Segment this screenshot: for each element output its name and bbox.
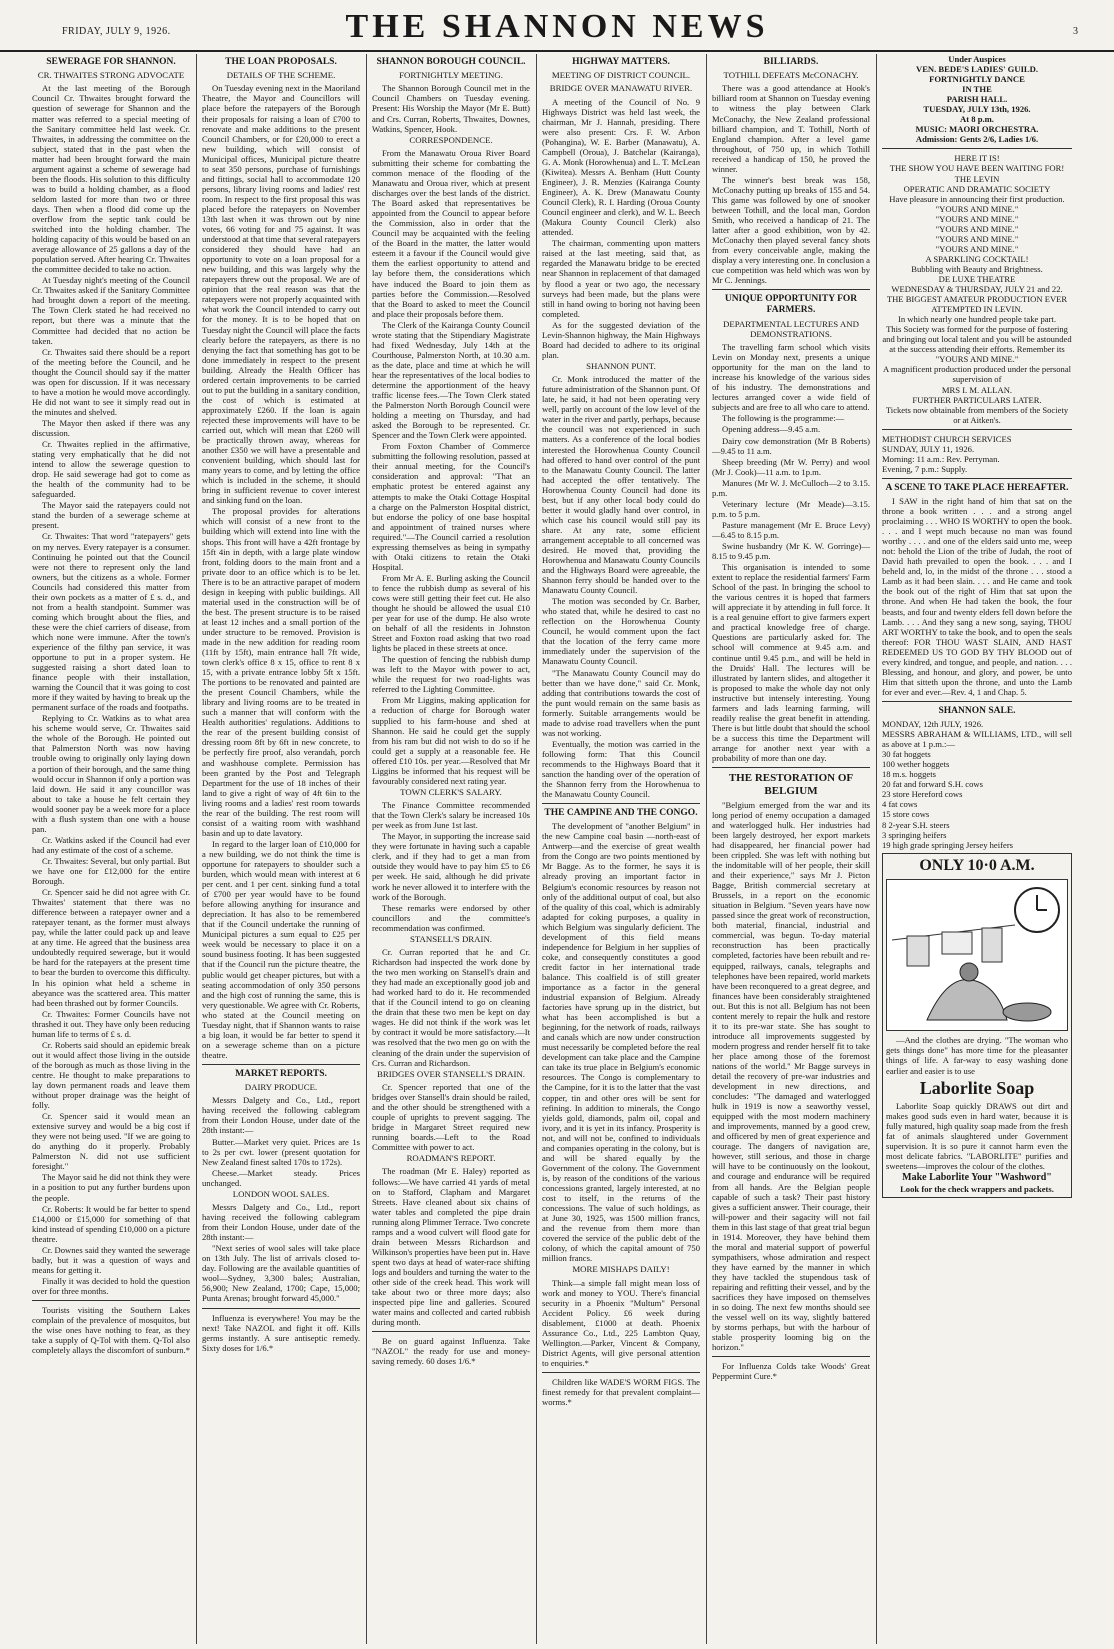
wool-body — [202, 1202, 360, 1303]
paragraph: "Next series of wool sales will take place on 13th July. The list of arrivals closed to-day. Following are the available quantities of wool—Sydney, 3,300 bales; Australian, 56,900; New Zealand, 1700; Cape, 15,000; Punta Arenas; brought forward 45,000." — [202, 1243, 360, 1304]
advert-line: A magnificent production produced under the personal supervision of — [882, 364, 1072, 385]
brand-name: Laborlite Soap — [919, 1077, 1035, 1098]
paragraph: As for the suggested deviation of the Levin-Shannon highway, the Main Highways Board had decided to adhere to its original plan. — [542, 319, 700, 360]
paragraph: This organisation is intended to some extent to replace the residential farmers' Farm School of the past. In bringing the school to the various centres it is hoped that farmers will appreciate it by attending in full force. It is a real genuine effort to give farmers expert and practical knowledge free of charge. Questions are particularly asked for. The school will commence at 9.45 a.m. and continue until 9.45 p.m., and will be held in the Druids' Hall. The lectures will be illustrated by lantern slides, and altogether it is proposed to make the whole day not only instructive but intensely interesting. Young farmers and lads learning farming, will readily realise the great benefit in attending. There is but little doubt that should the school be a success this time the Department will arrange for another next year with a probability of more than one day. — [712, 562, 870, 763]
paragraph: Pasture management (Mr E. Bruce Levy)—6.45 to 8.15 p.m. — [712, 519, 870, 540]
advert-note: Influenza is everywhere! You may be the next! Take NAZOL and fight it off. Kills germs instantly. A sure antiseptic remedy. Sixty doses for 1/6.* — [202, 1312, 360, 1353]
paragraph: The proposal provides for alterations which will consist of a new front to the building which will extend into line with the shops. This front will have a 42ft frontage by 15ft 4in in depth, with a large plate window front, folding doors to the main front and a private door to an office which is to be let. There is to be an attractive parapet of modern design in keeping with public buildings. All material used in the construction will be of the best. The present structure is to be raised at least 12 inches and a small portion of the under structure to be removed. Provision is made in the new addition for reading room (11ft by 15ft), main entrance hall 7ft wide, town clerk's office 8 x 15, office to rent 8 x 15, with a private entrance lobby 5ft x 15ft. The portions to be renovated and painted are the present Council Chambers, while the library and living rooms are to be treated in such a manner that will conform with the Health authorities' regulations. Additions to the rear of the present building consist of dressing room 8ft by 6ft in new concrete, to be perfectly fire proof, also verandah, porch and washhouse complete. Permission has been granted by the Post and Telegraph Department for the use of 18 inches of their land to give a right of way of 4ft 6in to the living rooms and a ladies' rest room towards the rear of the building. The rest room will consist of a waiting room with washhand basin and up to date lavatory. — [202, 506, 360, 838]
sale-heading: SHANNON SALE. — [938, 705, 1016, 716]
column-4 — [542, 54, 700, 1644]
advert-line: Under Auspices — [948, 54, 1006, 64]
section-heading: STANSELL'S DRAIN. — [409, 933, 492, 944]
divider — [542, 1372, 700, 1373]
advert-line: "YOURS AND MINE." — [935, 243, 1019, 254]
divider — [882, 701, 1072, 702]
advert-note: Children like WADE'S WORM FIGS. The finest remedy for that prevalent complaint—worms.* — [542, 1377, 700, 1408]
divider — [882, 478, 1072, 479]
scene-text: I SAW in the right hand of him that sat on the throne a book written . . . and a strong angel proclaiming . . . WHO IS WORTHY to open the book. . . . and I wept much because no man was found worthy . . . . and one of the elders said unto me, weep not: behold the Lion of the tribe of Judah, the root of David hath prevailed to open the book. . . . and I beheld and, lo, in the midst of the throne . . . stood a Lamb as it had been slain. . . . and He came and took the book out of the right of Him that sat upon the throne. And when He had taken the book, the four beasts, and four and twenty elders fell down before the Lamb. . . . And they sang a new song, saying, THOU ART WORTHY to take the book, and to open the seals thereof: FOR THOU WAST SLAIN, AND HAST REDEEMED US TO GOD BY THY BLOOD out of every kindred, and tongue, and people, and nation. . . . Blessing, and honour, and glory, and power, be unto Him that sitteth upon the throne, and unto the Lamb for ever and ever.—Rev. 4, 1 and Chap. 5. — [882, 495, 1072, 697]
paragraph: The question of fencing the rubbish dump was left to the Mayor with power to act, while the request for two road-lights was referred to the Lighting Committee. — [372, 654, 530, 695]
paragraph: On Tuesday evening next in the Maoriland Theatre, the Mayor and Councillors will place before the ratepayers of the Borough their proposals for raising a loan of £700 to renovate and make additions to the present Council Chambers, or for £20,000 to erect a new building, which will consist of Municipal offices, Municipal picture theatre to seat 350 persons, purchase of furnishings and fittings, social hall to accommodate 120 persons, library living rooms and ladies' rest room. In respect to the first proposal this was placed before the ratepayers on November 13th last when it was thrown out by nine votes, 66 voting for and 75 against. It was understood at that time that several ratepayers considered they should have had an opportunity to vote on a loan proposal for a new building, and this was largely why the ratepayers threw out the proposal. We are of opinion that the real reason was that the ratepayers were not properly acquainted with what work the Council intended to carry out for the money. It is to be hoped that on Tuesday night the Council will place the facts clearly before the ratepayers, as there is no denying the fact that something has got to be done immediately in respect to the present building. Already the Health Officer has ordered certain improvements to be carried out to put the building in a sanitary condition, the cost of which is estimated at approximately £260. If the loan is again rejected these improvements will have to be carried out, which will mean that £260 will be practically thrown away, whereas for another £350 we will have a presentable and convenient building, which should last for many years to come, and by letting the office which is included in the scheme, it should bring in sufficient revenue to cover interest and sinking fund on the loan. — [202, 83, 360, 506]
drain-body — [372, 947, 530, 1068]
advert-line: VEN. BEDE'S LADIES' GUILD. — [915, 64, 1039, 75]
divider — [712, 1356, 870, 1357]
column-rule — [876, 54, 877, 1644]
dance-advert — [882, 54, 1072, 144]
advert-line: "YOURS AND MINE." — [935, 233, 1019, 244]
article-body — [372, 83, 530, 133]
paragraph: Finally it was decided to hold the question over for three months. — [32, 1275, 190, 1296]
article-heading: SHANNON BOROUGH COUNCIL. — [376, 57, 526, 67]
divider — [372, 1331, 530, 1332]
sale-item: 19 high grade springing Jersey heifers — [882, 839, 1014, 850]
scene-heading: A SCENE TO TAKE PLACE HEREAFTER. — [885, 482, 1069, 493]
paragraph: The Mayor, in supporting the increase said they were fortunate in having such a capable clerk, and if they had to get a man from outside they would have to pay him £5 to £6 per week. He said, although he did private work he never allowed it to interfere with the work of the Borough. — [372, 831, 530, 902]
paragraph: At the last meeting of the Borough Council Cr. Thwaites brought forward the question of sewerage for Shannon and the matter was referred to a special meeting of the Sanitary committee held last week. Cr. Thwaites, in addressing the committee on the subject, stated that in the past when the matter had been brought forward the main argument against a scheme of sewerage had been the floods. His solution to this difficulty was to build a holding chamber, as a flood seldom lasted for more than two or three days. Then when a flood did come up the overflow from the septic tank could be switched into the holding chamber. The holding capacity of this would be based on an average allowance of 25 gallons a day of the population served. After hearing Cr. Thwaites the committee decided to take no action. — [32, 83, 190, 275]
advert-line: FURTHER PARTICULARS LATER. — [912, 394, 1042, 405]
divider — [202, 1064, 360, 1065]
advert-slogan: Make Laborlite Your "Washword" — [902, 1171, 1052, 1183]
punt-body — [542, 374, 700, 799]
salary-body — [372, 800, 530, 933]
advert-line: IN THE — [962, 84, 992, 95]
section-heading: SHANNON PUNT. — [586, 360, 656, 371]
article-heading: HIGHWAY MATTERS. — [572, 57, 670, 67]
column-3 — [372, 54, 530, 1644]
show-advert — [882, 153, 1072, 424]
advert-line: MUSIC: MAORI ORCHESTRA. — [915, 124, 1039, 135]
article-subheading: TOTHILL DEFEATS McCONACHY. — [723, 70, 859, 81]
methodist-notice — [882, 434, 1072, 474]
paragraph: Sheep breeding (Mr W. Perry) and wool (Mr J. Cook)—11 a.m. to 1p.m. — [712, 456, 870, 477]
sale-item: MESSRS ABRAHAM & WILLIAMS, LTD., will sell as above at 1 p.m.:— — [882, 729, 1072, 750]
paragraph: From the Manawatu Oroua River Board submitting their scheme for combatting the common menace of the flooding of the Manawatu and Oroua river, which at present discharges over the best lands of the district. The Board asked that representatives be appointed from the Council to appear before the Commission, also in order that the Council may be acquainted with the feeling of the Board in the matter, the latter would esteem it a favour if the Council would give them the earliest opportunity to attend and lay before them, the considerations which have induced the Board to join them as parties before the Commission.—Resolved that the Board to asked to meet the Council and place their proposals before them. — [372, 147, 530, 319]
paragraph: In regard to the larger loan of £10,000 for a new building, we do not think the time is opportune for ratepayers to shoulder such a burden, which would mean with interest at 6 per cent. and 1 per cent. sinking fund a total of £700 per year would have to be found before allowing anything for insurance and depreciation. It has also to be remembered that if the Council undertake the running of Municipal pictures a sum equal to £25 per week would be necessary to place it on a sound business footing. It has been suggested that if the Council run the picture theatre, the public would get cheaper pictures, but with a seating accommodation of only 350 persons and the high cost of running the same, this is very questionable. We agree with Cr. Roberts, who stated at the Council meeting on Tuesday night, that if Shannon wants to raise a big loan, it would be far better to spend it on a sewerage scheme than on a picture theatre. — [202, 838, 360, 1060]
sale-item: 20 fat and forward S.H. cows — [882, 779, 983, 790]
article-heading: UNIQUE OPPORTUNITY FOR FARMERS. — [724, 294, 858, 316]
section-heading: BRIDGES OVER STANSELL'S DRAIN. — [377, 1068, 525, 1079]
paragraph: Cr. Spencer reported that one of the bridges over Stansell's drain should be railed, and the other should be strengthened with a couple of uprights to prevent sagging. The bridge in Margaret Street required new running boards.—Left to the Road Committee with power to act. — [372, 1081, 530, 1153]
paragraph: Swine husbandry (Mr K. W. Gorringe)—8.15 to 9.45 p.m. — [712, 541, 870, 562]
advert-footer: Look for the check wrappers and packets. — [900, 1183, 1054, 1194]
wool-heading: LONDON WOOL SALES. — [232, 1188, 330, 1199]
paragraph: Cr. Roberts said should an epidemic break out it would affect those living in the outside of the borough as much as those living in the centre. He thought to make preparations to lay down permanent roads and leave them without proper drainage was the height of folly. — [32, 1039, 190, 1111]
column-rule — [536, 54, 537, 1644]
article-heading: BILLIARDS. — [763, 57, 819, 67]
sale-item: MONDAY, 12th JULY, 1926. — [882, 719, 984, 730]
sale-item: 23 store Hereford cows — [882, 789, 963, 800]
paragraph: Cr. Roberts: It would be far better to spend £14,000 or £15,000 for something of that kind instead of spending £10,000 on a picture theatre. — [32, 1203, 190, 1244]
section-heading: CORRESPONDENCE. — [409, 134, 493, 145]
advert-line: Have pleasure in announcing their first production. — [889, 193, 1065, 204]
paragraph: Cr. Downes said they wanted the sewerage badly, but it was a question of ways and means for getting it. — [32, 1244, 190, 1275]
paragraph: There was a good attendance at Hook's billiard room at Shannon on Tuesday evening to witness the play between Clark McConachy, the New Zealand professional billiard champion, and T. Tothill, North of England champion. After a level game throughout, of 750 up, in which Tothill received a handicap of 150, he proved the winner. — [712, 83, 870, 174]
paragraph: The Mayor said the ratepayers could not stand the burden of a sewerage scheme at present. — [32, 500, 190, 531]
advert-line: PARISH HALL. — [946, 94, 1008, 105]
paragraph: Messrs Dalgety and Co., Ltd., report having received the following cablegram from their London House, under date of the 28th instant:— — [202, 1202, 360, 1243]
advert-text: Laborlite Soap quickly DRAWS out dirt and makes good suds even in hard water, because it is fully matured, high quality soap made from the fresh fat of animals slaughtered under Government supervision. It is so pure it cannot harm even the most delicate fabrics. "LABORLITE" purifies and sweetens—improves the colour of the clothes. — [886, 1100, 1068, 1171]
paragraph: The travelling farm school which visits Levin on Monday next, presents a unique opportunity for the man on the land to increase his knowledge of the various sides of his industry. The demonstrations and lectures arranged cover a wide field of subjects and are free to all who care to attend. — [712, 342, 870, 413]
article-body — [32, 83, 190, 1296]
paragraph: The roadman (Mr E. Haley) reported as follows:—We have carried 41 yards of metal on to Stafford, Clapham and Margaret Streets. Have cleaned about six chains of water tables and completed the pipe drain running along Plimmer Terrace. Two concrete ramps and a wood culvert will flood gate for drain between Messrs Richardson and Wilkinson's properties have been put in. Have spent two days at head of water-race shifting logs and boulders and turning the water to the other side of the creek head. This work will take about two or three more days; also inspected pipe line and galleries. Scoured water mains and collected and carted rubbish during month. — [372, 1166, 530, 1328]
article-body — [202, 83, 360, 1060]
paragraph: The following is the programme:— — [722, 413, 845, 424]
divider — [712, 767, 870, 768]
column-1 — [32, 54, 190, 1644]
paragraph: Replying to Cr. Watkins as to what area his scheme would serve, Cr. Thwaites said the whole of the Borough. He pointed out that Palmerston North was now having trouble owing to originally only laying down a portion of their borough, and the same thing would occur in Shannon if only a portion was laid down. He said it any councillor was about to take a house he felt certain they would sooner pay be a week more for a place with a flush system than one with a house pan. — [32, 713, 190, 834]
paragraph: From Mr Liggins, making application for a reduction of charge for Borough water supplied to his farm-house and shed at Shannon. He said he could get the supply from his ram but did not wish to do so if he could get a supply at a reasonable fee. He offered £10 10s. per year.—Resolved that Mr Liggins be informed that his request will be favourably considered next rating year. — [372, 695, 530, 786]
sale-list — [882, 719, 1072, 850]
sale-item: 100 wether hoggets — [882, 759, 950, 770]
article-subheading: MEETING OF DISTRICT COUNCIL. — [551, 70, 691, 81]
paragraph: From Foxton Chamber of Commerce submitting the following resolution, passed at their annual meeting, for the Council's consideration and approval: "That an emphatic protest be entered against any attempts to make the Otaki Cottage Hospital a charge on the Palmerston Hospital district, but endorse the policy of one base hospital and appointment of trained nurses where required."—The Council carried a resolution expressing themselves as being in sympathy with Otaki citizens to retain the Otaki Hospital. — [372, 441, 530, 572]
sale-item: 8 2-year S.H. steers — [882, 819, 950, 830]
advert-line: Tickets now obtainable from members of the Society or at Aitken's. — [885, 404, 1069, 425]
paragraph: Cr. Thwaites: Former Councils have not thrashed it out. They have only been reducing human life to terms of £ s. d. — [32, 1008, 190, 1039]
market-subheading: DAIRY PRODUCE. — [244, 1082, 318, 1093]
belgium-body — [712, 800, 870, 1353]
farmers-body — [712, 342, 870, 763]
washing-illustration — [886, 879, 1068, 1031]
paragraph: The Clerk of the Kairanga County Council wrote stating that the Stipendiary Magistrate had fixed Wednesday, July 14th at the Courthouse, Palmerston North, at 10.30 a.m. as the date, place and time at which he will hear the representatives of the local bodies to determine the apportionment of the heavy traffic license fees.—The Town Clerk stated the Palmerston North Borough Council were holding a meeting on Thursday, and had asked the Borough to be represented. Cr. Spencer and the Town Clerk were appointed. — [372, 319, 530, 441]
column-2 — [202, 54, 360, 1644]
column-6 — [882, 54, 1072, 1644]
paragraph: The Mayor said he did not think they were in a position to put any further burdens upon the people. — [32, 1172, 190, 1203]
article-heading: THE LOAN PROPOSALS. — [225, 57, 337, 67]
divider — [882, 148, 1072, 149]
advert-line: At 8 p.m. — [960, 114, 994, 125]
advert-banner: ONLY 10·0 A.M. — [919, 856, 1035, 874]
sale-item: 15 store cows — [882, 809, 930, 820]
paragraph: Cr. Spencer said it would mean an extensive survey and would be a big cost if they were not being used. "If we are going to do anything do it properly. Probably Palmerston N. did not use sufficient foresight." — [32, 1111, 190, 1172]
divider — [202, 1308, 360, 1309]
paragraph: "The Manawatu County Council may do better than we have done," said Cr. Monk, adding that contributions towards the cost of the punt would remain on the same basis as formerly. Suitable arrangements would be made to advise road travellers when the punt was not working. — [542, 667, 700, 738]
paragraph: The Shannon Borough Council met in the Council Chambers on Tuesday evening. Present: His Worship the Mayor (Mr E. Butt) and Crs. Curran, Roberts, Thwaites, Downes, Watkins, Spencer, Hook. — [372, 83, 530, 134]
paragraph: The chairman, commenting upon matters raised at the last meeting, said that, as regarded the Manawatu bridge to be erected near Shannon in replacement of that damaged by flood a year or two ago, the necessary surveys had been made, but the plans were still in hand owing to boring not having been completed. — [542, 238, 700, 319]
advert-line: THE SHOW YOU HAVE BEEN WAITING FOR! — [889, 163, 1065, 174]
market-heading: MARKET REPORTS. — [235, 1068, 327, 1079]
paragraph: Cheese.—Market steady. Prices unchanged. — [202, 1167, 360, 1188]
bridges-body — [372, 1082, 530, 1152]
advert-line: FORTNIGHTLY DANCE — [929, 74, 1025, 85]
divider — [32, 1300, 190, 1301]
correspondence-body — [372, 148, 530, 786]
advert-line: THE BIGGEST AMATEUR PRODUCTION EVER ATTEMPTED IN LEVIN. — [886, 294, 1068, 315]
paragraph: Cr. Curran reported that he and Cr. Richardson had inspected the work done by the two men working on Stansell's drain and they had made an exceptionally good job and had worked hard to do it. He recommended that if the Council intend to go on cleaning the drain that these two men be kept on day wages. He did not think if the work was let by contract it would be more satisfactory.—It was resolved that the two men go on with the cleaning of the drain under the supervision of Crs. Curran and Richardson. — [372, 947, 530, 1068]
section-heading: ROADMAN'S REPORT. — [406, 1153, 496, 1164]
advert-line: "YOURS AND MINE." — [935, 223, 1019, 234]
paragraph: Think—a simple fall might mean loss of work and money to YOU. There's financial security in a Phoenix "Multum" Personal Accident Policy. £6 week during disablement, £1000 at death. Phoenix Assurance Co., Ltd., 225 Lambton Quay, Wellington.—Parker, Vincent & Company, District Agents, will give personal attention to enquiries.* — [542, 1277, 700, 1368]
newspaper-title: THE SHANNON NEWS — [345, 8, 769, 45]
paragraph: Dairy cow demonstration (Mr B Roberts)—9.45 to 11 a.m. — [712, 435, 870, 456]
section-heading: TOWN CLERK'S SALARY. — [400, 786, 502, 797]
article-subheading: FORTNIGHTLY MEETING. — [399, 70, 503, 81]
paragraph: The motion was seconded by Cr. Barber, who stated that, while he desired to cast no reflection on the Horowhenua County Council, he would comment upon the fact that the location of the ferry came more immediately under the supervision of the Manawatu County Council. — [542, 596, 700, 667]
advert-line: Admission: Gents 2/6, Ladies 1/6. — [915, 134, 1039, 145]
sale-item: 3 springing heifers — [882, 829, 947, 840]
paragraph: Cr. Thwaites replied in the affirmative, stating very emphatically that he did not intend to allow the sewerage question to drop. He said sewerage had got to come as the health of the community had to be safeguarded. — [32, 439, 190, 500]
soap-advert — [882, 853, 1072, 1198]
notice-line: Evening, 7 p.m.: Supply. — [882, 463, 968, 474]
advert-line: A SPARKLING COCKTAIL! — [925, 253, 1029, 264]
masthead — [0, 0, 1114, 52]
market-body — [202, 1095, 360, 1187]
mishaps-body — [542, 1278, 700, 1368]
paragraph: The development of "another Belgium" in the new Campine coal basin —north-east of Antwerp—and the exercise of great wealth from the Congo are two points mentioned by Mr Bagge. As to the former, he says it is already proving an important factor in Belgium's economic resources by reason not only of the additional output of coal, but also of the quality of this coal, which is admirably adapted for coking purposes, a quality in which Belgium was singularly deficient. The development of this field means independence for Belgium in her supplies of coke, and consequently constitutes a good credit factor in her international trade balance. This coalfield is of still greater importance as a factor in the general industrial expansion of Belgium. Already factories have sprung up in the district, but what has been accomplished is but a beginning, for the network of roads, railways and canals which are now under construction must necessarily be completed before the real development can take place and the Campine can take its true place in Belgium's economic resources. The Congo is complementary to the Campine, for it is to the latter that the vast copper, tin and other ores will be sent for refining. In addition to minerals, the Congo yields gold, diamonds, palm oil, copal and ivory, and it is yet in its infancy. Prosperity is not, and will not be, confined to individuals and companies operating in the colony, but is and will be shared equally by the Government of the colony. The Government is, by reason of the conditions of the various concessions granted, largely interested, at no cost to itself, in the returns of the concessions. The value of such holdings, as at June 30, 1925, was 1500 million francs, and the revenue from them more than covered the service of the public debt of the colony, of which the capital amount of 750 million francs. — [542, 821, 700, 1264]
paragraph: Cr. Monk introduced the matter of the future administration of the Shannon punt. Of late, he said, it had not been operating very well, partly on account of the low level of the water in the river and partly, perhaps, because the council was not experienced in such matters. As a conference of the local bodies interested the Horowhenua County Council had offered to hand over control of the punt to the Manawatu County Council. The latter had accepted the offer tentatively. The Horowhenua County Council had done its best, but if any other local body could do better it would gladly hand over control, in which case his council would still pay its share. At any rate, some efficient arrangement acceptable to all concerned was desired. He moved that, providing the Horowhenua and Manawatu County Councils and the Highways Board were agreeable, the Shannon ferry should be handed over to the Manawatu County Council. — [542, 374, 700, 596]
paragraph: Eventually, the motion was carried in the following form: That this Council recommends to the Highways Board that it sanction the handing over of the operation of the Shannon ferry from the Horowhenua to the Manawatu County Council. — [542, 738, 700, 800]
washing-line-icon — [887, 880, 1067, 1030]
article-subheading: CR. THWAITES STRONG ADVOCATE — [37, 70, 185, 81]
advert-line: HERE IT IS! — [954, 153, 1000, 164]
paragraph: Cr. Thwaites: That word "ratepayers" gets on my nerves. Every ratepayer is a consumer. Continuing he pointed out that the Council were not there to represent only the land owners, but the citizens as a whole. Former Councils had considered this matter from their own pockets as a matter of £ s. d., and not from a health standpoint. Summer was coming which brought about the flies, and these were the chief carriers of disease, from which none were immune. After the town's experience of the filthy pan service, it was opportune to put in a proper system. He suggested raising a short dated loan to finance people with their installation, warning the Council that it was going to cost more if they waited by having to break up the permanent surface of the roads and footpaths. — [32, 531, 190, 713]
paragraph: At Tuesday night's meeting of the Council Cr. Thwaites asked if the Sanitary Committee had brought down a report of the meeting. The Town Clerk stated he had received no report, but there was a minute that the Committee had decided that no action be taken. — [32, 275, 190, 346]
page-number: 3 — [1073, 26, 1078, 37]
article-body — [542, 97, 700, 360]
advert-line: THE LEVIN — [954, 173, 1000, 184]
advert-caption: —And the clothes are drying. "The woman who gets things done" has more time for the pleasanter things of life. A far-way to easy washing done earlier and easier is to use — [886, 1035, 1068, 1076]
advert-line: In which nearly one hundred people take part. — [898, 314, 1056, 325]
paragraph: From Mr A. E. Burling asking the Council to fence the rubbish dump as several of his cows were still getting their feet cut. He also thought he should be allowed the usual £10 per year for use of the dump. He also wrote on behalf of all the residents in Johnston Street and Foxton road asking that two road lights be placed in these streets at once. — [372, 572, 530, 654]
article-heading: SEWERAGE FOR SHANNON. — [46, 57, 176, 67]
paragraph: Manures (Mr W. J. McCulloch—2 to 3.15. p.m. — [712, 477, 870, 498]
advert-note: Tourists visiting the Southern Lakes complain of the prevalence of mosquitos, but the wise ones have nothing to fear, as they take a supply of Q-Tol with them. Q-Tol also completely allays the discomfort of sunburn.* — [32, 1304, 190, 1356]
sale-item: 30 fat hoggets — [882, 749, 931, 760]
advert-line: "YOURS AND MINE." — [935, 354, 1019, 365]
paragraph: The Mayor then asked if there was any discussion. — [32, 417, 190, 438]
advert-line: "YOURS AND MINE." — [935, 203, 1019, 214]
paragraph: Cr. Thwaites: Several, but only partial. But we have one for £12,000 for the entire Borough. — [32, 855, 190, 887]
advert-note: For Influenza Colds take Woods' Great Peppermint Cure.* — [712, 1361, 870, 1382]
advert-line: Bubbling with Beauty and Brightness. — [911, 263, 1043, 274]
notice-line: METHODIST CHURCH SERVICES — [882, 433, 1012, 444]
paragraph: Messrs Dalgety and Co., Ltd., report having received the following cablegram from their London House, under date of the 28th instant:— — [202, 1095, 360, 1136]
advert-line: OPERATIC AND DRAMATIC SOCIETY — [903, 183, 1051, 194]
article-subheading: DETAILS OF THE SCHEME. — [226, 70, 336, 81]
roadman-body — [372, 1166, 530, 1327]
sale-item: 18 m.s. hoggets — [882, 769, 936, 780]
paragraph: "Belgium emerged from the war and its long period of enemy occupation a damaged and waterlogged hulk. Her industries had been largely destroyed, her export markets had disappeared, her financial power had been crippled. She was left with nothing but the indomitable will of her people, their skill and their experience," says Mr J. Picton Bagge, British commercial secretary at Brussels, in a report on the economic situation in Belgium. "Seven years have now passed since the great work of reconstruction, both material, financial, industrial and commercial, was begun. To-day material reconstruction has been practically completed, factories have been rebuilt and re-equipped, railways, canals, telegraphs and telephones have been repaired, world markets have been reconquered to a great degree, and finances have been considerably straightened out. But this is not all. Belgium has not been content merely to repair the hulk and restore it to its pre-war state. She has sought to introduce all improvements suggested by modern progress and render herself fit to take her place among those of the foremost nations of the world." Mr Bagge surveys in detail the recovery of pre-war industries and development in new directions, and concludes: "The damaged and waterlogged hulk in 1919 is now a seaworthy vessel, equipped with the most modern machinery and improvements, manned by a good crew, and officered by men of great experience and courage. The dangers of navigation are, however, still serious, and those in charge will have to be continuously on the lookout, and courage and endurance will be required from all hands. Are the Belgian people capable of such a task? Their past history gives a sufficient answer. Their courage, their will-power and their sagacity will not fail them in this last stage of that great trial begun in 1914. Moreover, they have behind them the moral and material support of powerful sympathisers, whose admiration and respect they have earned by the manner in which they have tackled the stupendous task of repairing and refitting their vessel, and by the sacrifices they have imposed on themselves in so doing. The next few months should see the vessel well on its way, slightly battered by storms perhaps, but with the harbour of stable prosperity looming big on the horizon." — [712, 799, 870, 1353]
column-rule — [706, 54, 707, 1644]
article-subheading: BRIDGE OVER MANAWATU RIVER. — [549, 83, 693, 94]
article-heading: THE CAMPINE AND THE CONGO. — [544, 808, 698, 819]
divider — [882, 429, 1072, 430]
paragraph: Butter.—Market very quiet. Prices are 1s to 2s per cwt. lower (present quotation for New Zealand finest salted 170s to 172s). — [202, 1136, 360, 1167]
notice-line: SUNDAY, JULY 11, 1926. — [882, 443, 975, 454]
article-subheading: DEPARTMENTAL LECTURES AND DEMONSTRATIONS. — [723, 318, 859, 339]
paragraph: Opening address—9.45 a.m. — [722, 424, 821, 435]
column-rule — [196, 54, 197, 1644]
column-5 — [712, 54, 870, 1644]
advert-line: DE LUXE THEATRE — [938, 273, 1016, 284]
paragraph: The winner's best break was 158, McConachy putting up breaks of 155 and 54. This game was followed by one of snooker between Tothill, and the local man, Gordon Smith, who received a handicap of 21. The latter after a good exhibition, won by 42. McConachy then played several fancy shots from every conceivable angle, making the display a very interesting one. In conclusion a cue competition was held which was won by Mr C. Jennings. — [712, 174, 870, 286]
section-heading: MORE MISHAPS DAILY! — [572, 1264, 670, 1275]
advert-line: WEDNESDAY & THURSDAY, JULY 21 and 22. — [891, 284, 1063, 295]
paragraph: Cr. Thwaites said there should be a report of the meeting before the Council, and he thought the Council should say if the matter was open for discussion. If it was necessary to have a motion he would move accordingly. He did not want to see it simply read out in the minutes and shelved. — [32, 346, 190, 417]
column-rule — [366, 54, 367, 1644]
advert-line: TUESDAY, JULY 13th, 1926. — [923, 104, 1031, 115]
divider — [542, 803, 700, 804]
congo-body — [542, 821, 700, 1263]
paragraph: The Finance Committee recommended that the Town Clerk's salary be increased 10s per week as from June 1st last. — [372, 800, 530, 831]
sale-item: 4 fat cows — [882, 799, 918, 810]
advert-line: "YOURS AND MINE." — [935, 213, 1019, 224]
advert-line: MRS I. M. ALLAN. — [941, 384, 1013, 395]
paragraph: Cr. Watkins asked if the Council had ever had any estimate of the cost of a scheme. — [32, 834, 190, 855]
article-body — [712, 83, 870, 285]
advert-note: Be on guard against Influenza. Take "NAZOL" the ready for use and money-saving remedy. 60 doses 1/6.* — [372, 1336, 530, 1367]
article-heading: THE RESTORATION OF BELGIUM — [728, 772, 854, 797]
divider — [712, 289, 870, 290]
issue-date: FRIDAY, JULY 9, 1926. — [62, 26, 171, 37]
paragraph: Veterinary lecture (Mr Meade)—3.15. p.m. to 5 p.m. — [712, 498, 870, 519]
advert-line: This Society was formed for the purpose of fostering and bringing out local talent and you will be astounded at the success attending their efforts. Remember its — [882, 324, 1072, 355]
paragraph: These remarks were endorsed by other councillors and the committee's recommendation was confirmed. — [372, 902, 530, 933]
notice-line: Morning: 11 a.m.: Rev. Perryman. — [882, 453, 1000, 464]
paragraph: Cr. Spencer said he did not agree with Cr. Thwaites' statement that there was no difference between a ratepayer owner and a ratepayer tenant, as the former must always pay, while the latter could pack up and leave at any time. He agreed that the business area undoubtedly required sewerage, but it would be hard for the ratepayers at the present time to bear the burden to overcome this difficulty. In his opinion what held a scheme in abeyance was the scattered area. This matter had been thrashed out by former Councils. — [32, 887, 190, 1008]
paragraph: A meeting of the Council of No. 9 Highways District was held last week, the chairman, Mr J. Hannah, presiding. There were also present: Crs. F. W. Arbon (Pohangina), W. E. Barber (Manawatu), A. Campbell (Oroua), J. Batchelar (Kairanga), G. A. Monk (Horowhenua) and L. T. McLean (Kiwitea). Messrs A. Benham (Hutt County Engineer), J. R. Menzies (Kairanga County Engineer), A. K. Drew (Manawatu County Council Clerk), R. I. Harding (Oroua County Council engineer and clerk), and W. L. Beech (Makura County Council Clerk) also attended. — [542, 96, 700, 238]
